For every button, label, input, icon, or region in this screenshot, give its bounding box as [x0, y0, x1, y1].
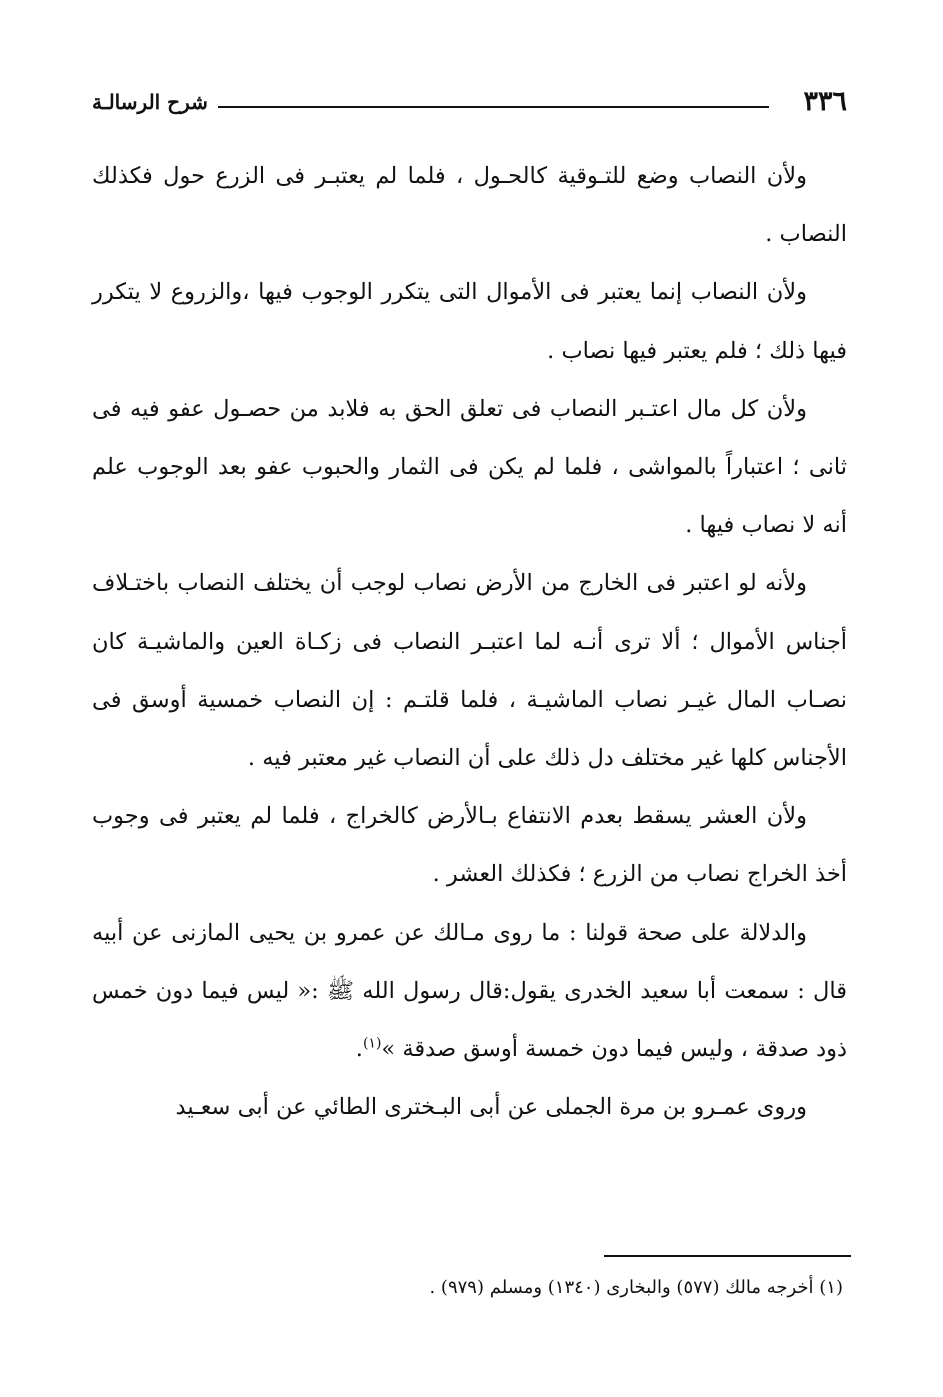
paragraph-6: والدلالة على صحة قولنا : ما روى مـالك عن عمرو بن يحيى المازنى عن أبيه قال : سمعت أبا سعيد الخدرى يقول:قال رسول الله ﷺ :« ليس فيما دون خمس ذود صدقة ، وليس فيما دون خمسة أوسق صدقة »$^{(١)}$. [92, 919, 847, 1063]
footnote: (١) أخرجه مالك (٥٧٧) والبخارى (١٣٤٠) ومسلم (٩٧٩) . [429, 1277, 843, 1298]
paragraph-4: ولأنه لو اعتبر فى الخارج من الأرض نصاب لوجب أن يختلف النصاب باختـلاف أجناس الأموال ؛ ألا ترى أنـه لما اعتبـر النصاب فى زكـاة العين والماشيـة كان نصـاب المال غيـر نصاب الماشيـة ، فلما قلتـم : إن النصاب خمسية أوسق فى الأجناس كلها غير مختلف دل ذلك على أن النصاب غير معتبر فيه . [92, 570, 847, 772]
page-number: ٣٣٦ [803, 86, 847, 117]
footnote-reference[interactable]: (١) [362, 1035, 382, 1052]
paragraph-5: ولأن العشر يسقط بعدم الانتفاع بـالأرض كالخراج ، فلما لم يعتبر فى وجوب أخذ الخراج نصاب من الزرع ؛ فكذلك العشر . [92, 803, 847, 888]
footnote-rule [604, 1255, 851, 1257]
paragraph-6-text: والدلالة على صحة قولنا : ما روى مـالك عن عمرو بن يحيى المازنى عن أبيه قال : سمعت أبا سعيد الخدرى يقول:قال رسول الله ﷺ :« ليس فيما دون خمس ذود صدقة ، وليس فيما دون خمسة أوسق صدقة » [92, 919, 847, 1063]
page-header [92, 82, 847, 122]
running-title: شرح الرسالـة [92, 90, 208, 114]
paragraph-1: ولأن النصاب وضع للتـوقية كالحـول ، فلما لم يعتبـر فى الزرع حول فكذلك النصاب . [92, 163, 847, 248]
paragraph-2: ولأن النصاب إنما يعتبر فى الأموال التى يتكرر الوجوب فيها ،والزروع لا يتكرر فيها ذلك ؛ فلم يعتبر فيها نصاب . [92, 279, 847, 364]
paragraph-3: ولأن كل مال اعتـبر النصاب فى تعلق الحق به فلابد من حصـول عفو فيه فى ثانى ؛ اعتباراً بالمواشى ، فلما لم يكن فى الثمار والحبوب عفو بعد الوجوب علم أنه لا نصاب فيها . [92, 395, 847, 539]
header-rule [218, 106, 769, 108]
body-text [92, 147, 847, 1136]
paragraph-7: وروى عمـرو بن مرة الجملى عن أبى البـخترى الطائي عن أبى سعـيد [175, 1094, 807, 1121]
